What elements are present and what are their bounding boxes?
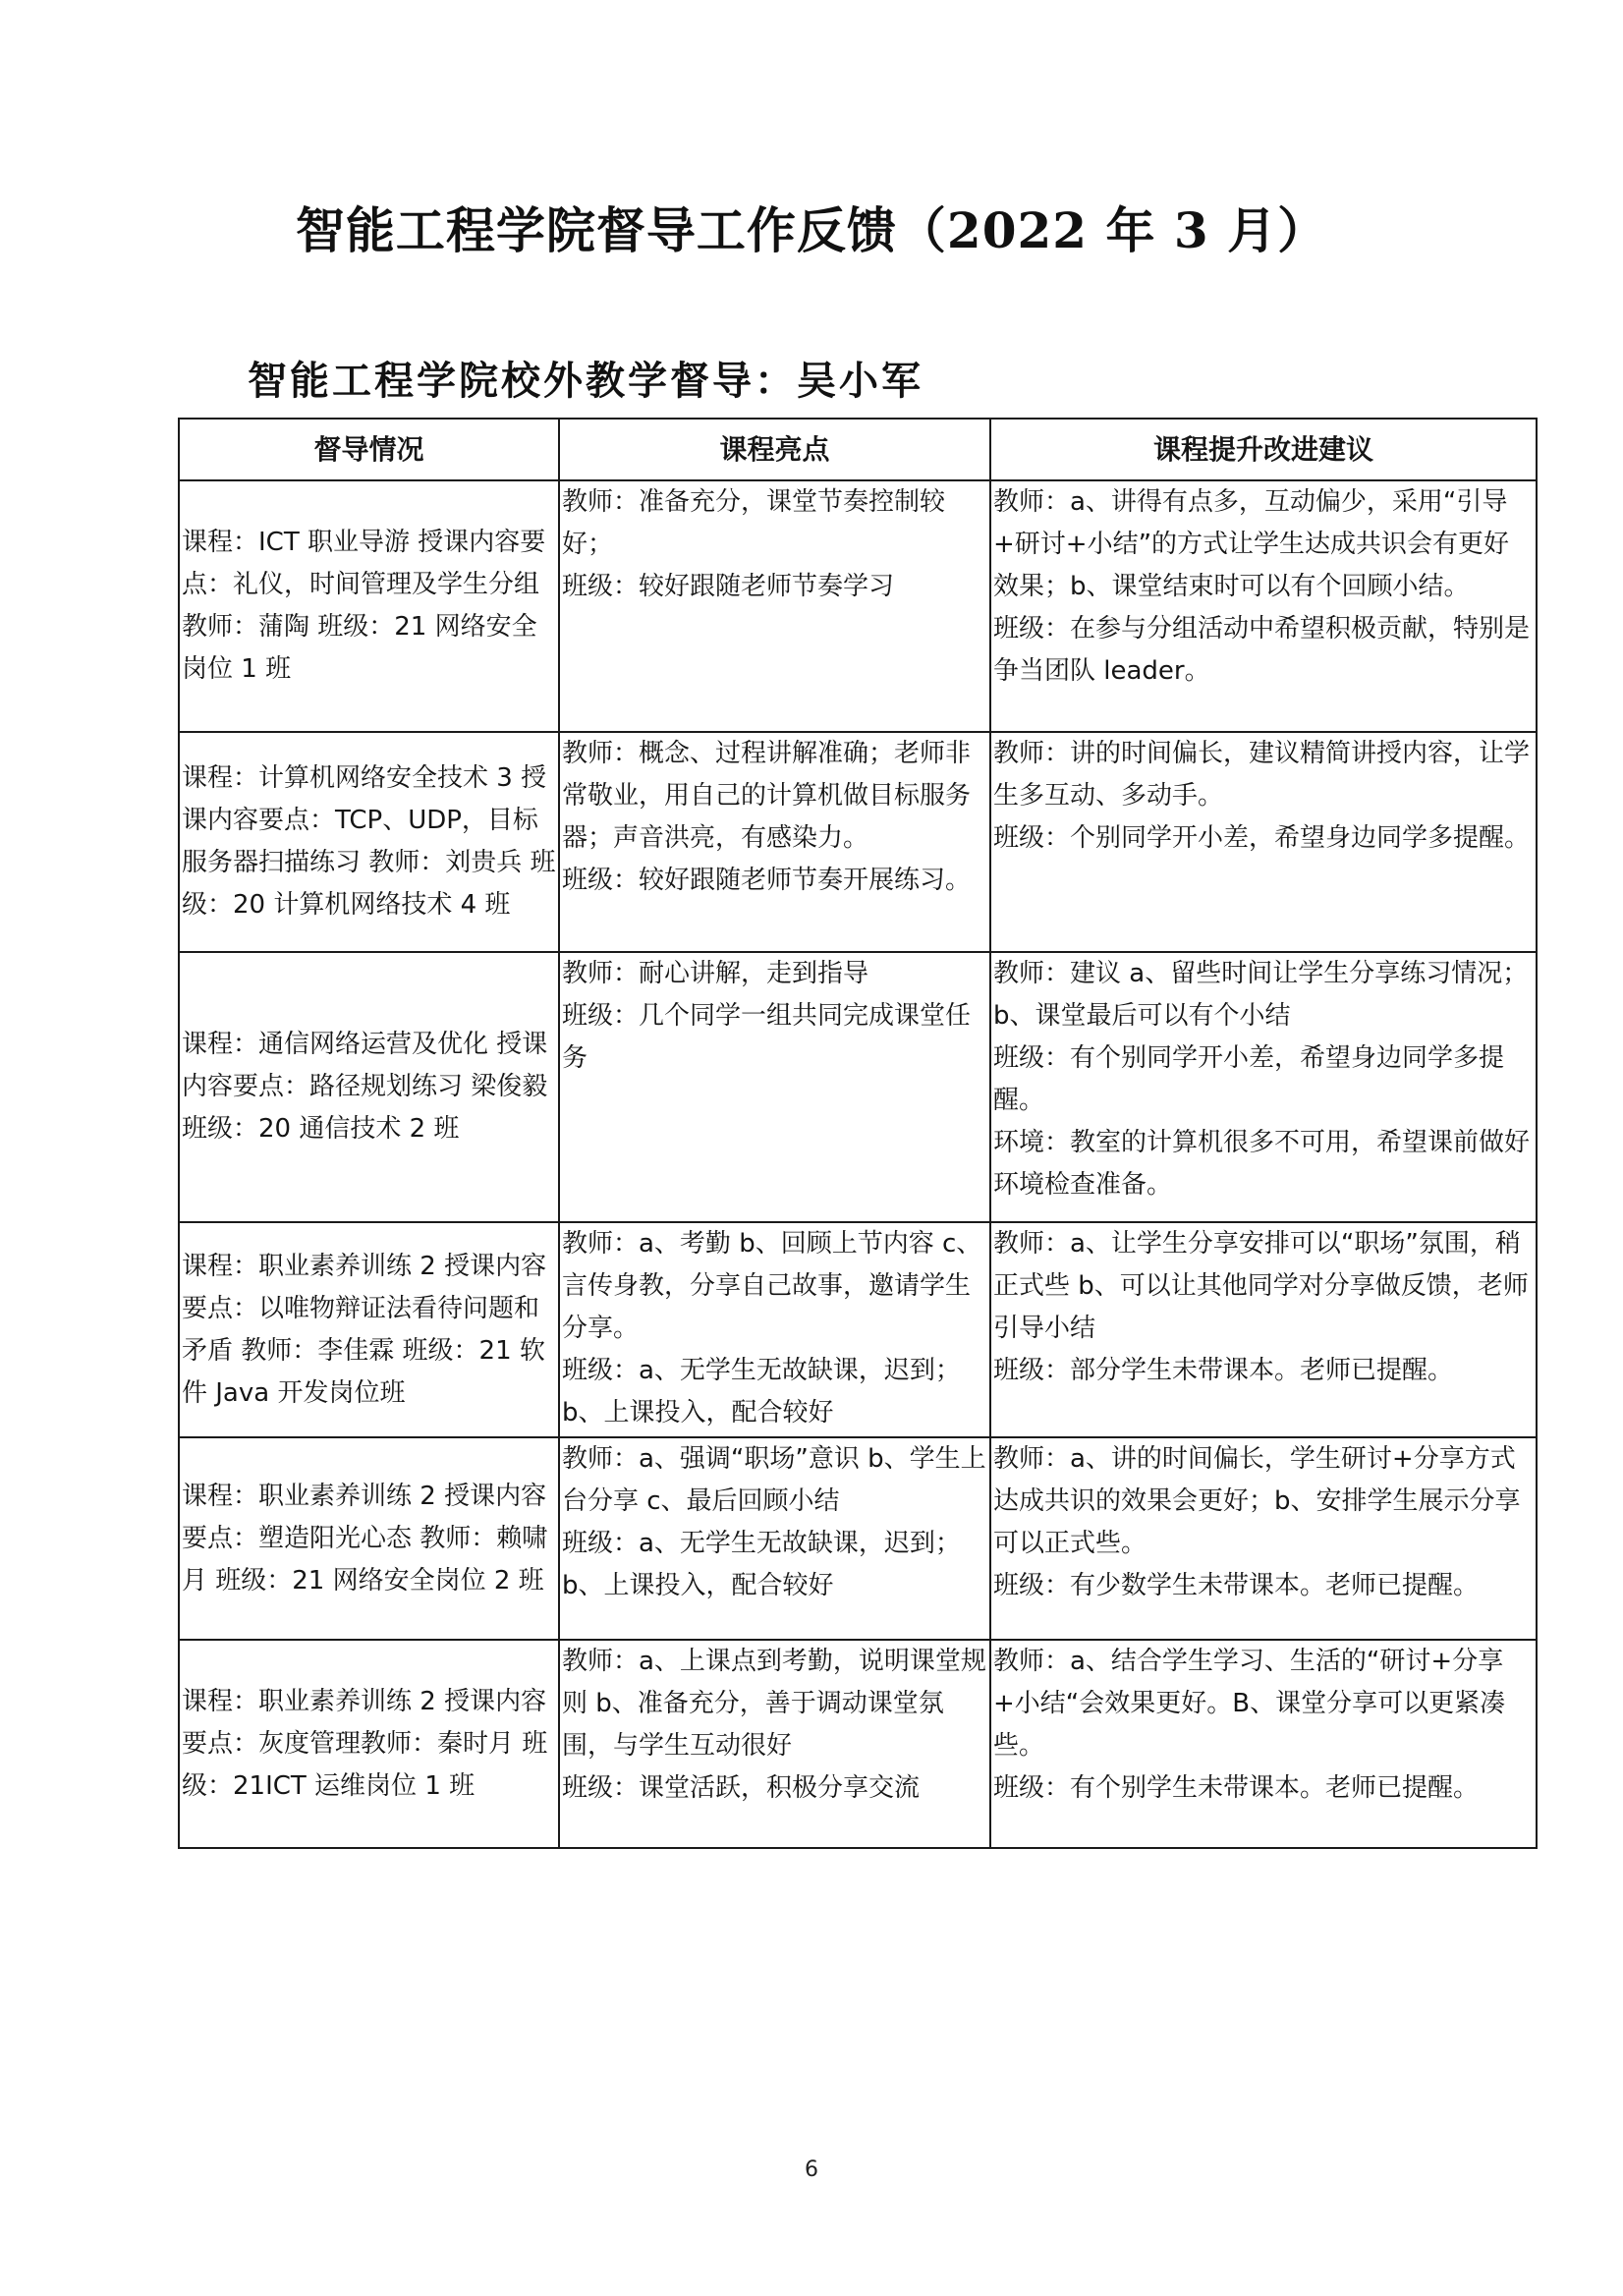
highlight-teacher-text: 教师：准备充分，课堂节奏控制较好；: [562, 487, 946, 559]
suggestion-teacher-text: 教师：讲的时间偏长，建议精简讲授内容，让学生多互动、多动手。: [993, 739, 1531, 811]
suggestions-cell: [990, 1640, 1537, 1848]
suggestions-cell: [990, 1437, 1537, 1640]
course-info-text: 课程：职业素养训练 2 授课内容要点：灰度管理教师：秦时月 班级：21ICT 运维岗位 1 班: [182, 1686, 548, 1801]
highlights-cell: [559, 1640, 990, 1848]
course-info-cell: [179, 480, 559, 732]
course-info-cell: [179, 1640, 559, 1848]
suggestions-cell: [990, 480, 1537, 732]
highlight-teacher-text: 教师：a、上课点到考勤，说明课堂规则 b、准备充分，善于调动课堂氛围，与学生互动很好: [562, 1647, 986, 1761]
highlights-cell: [559, 480, 990, 732]
highlight-teacher-text: 教师：耐心讲解，走到指导: [562, 959, 869, 988]
highlight-class-text: 班级：a、无学生无故缺课，迟到；b、上课投入，配合较好: [562, 1356, 961, 1428]
suggestions-cell: [990, 732, 1537, 952]
course-info-cell: [179, 1222, 559, 1437]
table-body: [179, 480, 1537, 1848]
suggestion-class-text: 班级：有个别学生未带课本。老师已提醒。: [993, 1773, 1480, 1803]
course-info-text: 课程：计算机网络安全技术 3 授课内容要点：TCP、UDP，目标服务器扫描练习 教师：刘贵兵 班级：20 计算机网络技术 4 班: [182, 763, 556, 920]
highlights-cell: [559, 1222, 990, 1437]
highlight-class-text: 班级：课堂活跃，积极分享交流: [562, 1773, 921, 1803]
table-row: [179, 1222, 1537, 1437]
highlight-teacher-text: 教师：a、考勤 b、回顾上节内容 c、言传身教，分享自己故事，邀请学生分享。: [562, 1229, 982, 1343]
suggestion-class-text: 班级：在参与分组活动中希望积极贡献，特别是争当团队 leader。: [993, 614, 1531, 686]
course-info-text: 课程：通信网络运营及优化 授课内容要点：路径规划练习 梁俊毅 班级：20 通信技术 2 班: [182, 1030, 548, 1144]
page-title: 智能工程学院督导工作反馈（2022 年 3 月）: [295, 201, 1328, 259]
course-info-cell: [179, 952, 559, 1222]
feedback-table: [178, 418, 1538, 1849]
highlights-cell: [559, 952, 990, 1222]
highlight-class-text: 班级：a、无学生无故缺课，迟到；b、上课投入，配合较好: [562, 1529, 961, 1600]
highlights-cell: [559, 732, 990, 952]
header-row: [179, 419, 1537, 480]
table-row: [179, 1437, 1537, 1640]
highlights-cell: [559, 1437, 990, 1640]
suggestion-teacher-text: 教师：a、结合学生学习、生活的“研讨+分享+小结“会效果更好。B、课堂分享可以更紧凑些。: [993, 1647, 1506, 1761]
table-row: [179, 1640, 1537, 1848]
suggestions-cell: [990, 1222, 1537, 1437]
header-supervision-situation: 督导情况: [179, 419, 559, 480]
table-row: [179, 732, 1537, 952]
page-number: 6: [805, 2157, 818, 2182]
suggestion-class-text: 班级：有少数学生未带课本。老师已提醒。: [993, 1571, 1480, 1600]
suggestion-teacher-text: 教师：a、讲得有点多，互动偏少，采用“引导+研讨+小结”的方式让学生达成共识会有更好效果；b、课堂结束时可以有个回顾小结。: [993, 487, 1510, 601]
course-info-text: 课程：职业素养训练 2 授课内容要点：塑造阳光心态 教师：赖啸月 班级：21 网络安全岗位 2 班: [182, 1481, 548, 1596]
header-course-highlights: 课程亮点: [559, 419, 990, 480]
suggestion-teacher-text: 教师：建议 a、留些时间让学生分享练习情况；b、课堂最后可以有个小结: [993, 959, 1529, 1031]
suggestion-class-text: 班级：个别同学开小差，希望身边同学多提醒。: [993, 823, 1531, 853]
table-row: [179, 480, 1537, 732]
highlight-teacher-text: 教师：概念、过程讲解准确；老师非常敬业，用自己的计算机做目标服务器；声音洪亮，有感染力。: [562, 739, 972, 853]
table-row: [179, 952, 1537, 1222]
course-info-text: 课程：职业素养训练 2 授课内容要点：以唯物辩证法看待问题和矛盾 教师：李佳霖 班级：21 软件 Java 开发岗位班: [182, 1251, 547, 1408]
highlight-class-text: 班级：较好跟随老师节奏学习: [562, 572, 895, 601]
highlight-class-text: 班级：较好跟随老师节奏开展练习。: [562, 866, 972, 895]
suggestion-teacher-text: 教师：a、讲的时间偏长，学生研讨+分享方式达成共识的效果会更好；b、安排学生展示分享可以正式些。: [993, 1444, 1521, 1558]
course-info-cell: [179, 1437, 559, 1640]
suggestion-environment-text: 环境：教室的计算机很多不可用，希望课前做好环境检查准备。: [993, 1128, 1531, 1200]
supervisor-subtitle: 智能工程学院校外教学督导：吴小军: [248, 358, 923, 404]
highlight-class-text: 班级：几个同学一组共同完成课堂任务: [562, 1001, 972, 1073]
header-improvement-suggestions: 课程提升改进建议: [990, 419, 1537, 480]
suggestion-class-text: 班级：部分学生未带课本。老师已提醒。: [993, 1356, 1454, 1385]
highlight-teacher-text: 教师：a、强调“职场”意识 b、学生上台分享 c、最后回顾小结: [562, 1444, 986, 1516]
table-header: [179, 419, 1537, 480]
course-info-text: 课程：ICT 职业导游 授课内容要点：礼仪，时间管理及学生分组 教师：蒲陶 班级：21 网络安全岗位 1 班: [182, 528, 546, 684]
suggestion-class-text: 班级：有个别同学开小差，希望身边同学多提醒。: [993, 1043, 1505, 1115]
course-info-cell: [179, 732, 559, 952]
suggestions-cell: [990, 952, 1537, 1222]
suggestion-teacher-text: 教师：a、让学生分享安排可以“职场”氛围，稍正式些 b、可以让其他同学对分享做反馈，老师引导小结: [993, 1229, 1529, 1343]
